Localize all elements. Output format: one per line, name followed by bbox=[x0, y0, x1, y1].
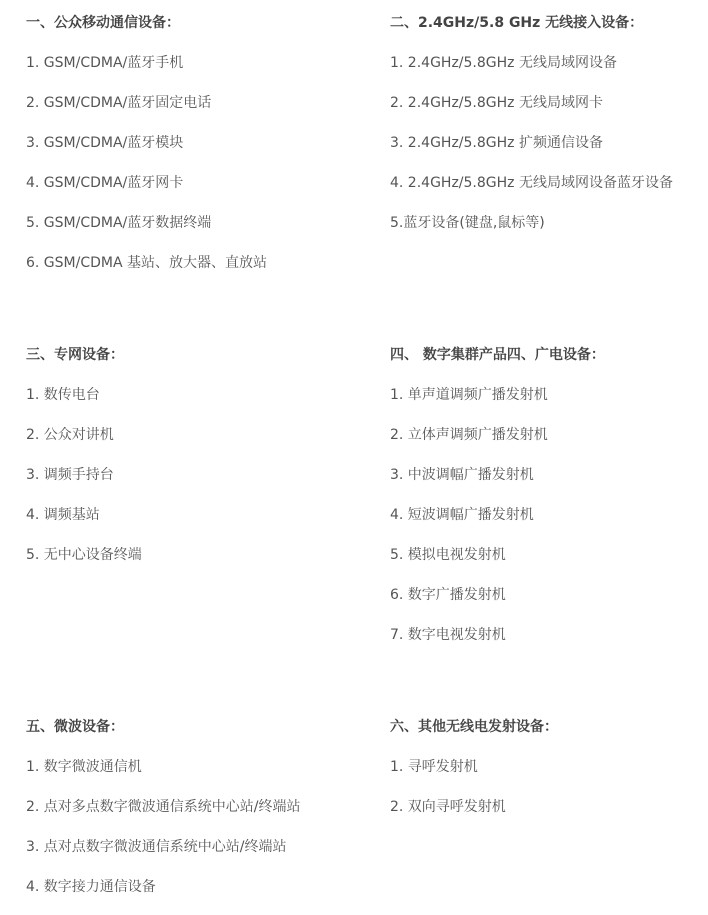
list-item: 1. 单声道调频广播发射机 bbox=[390, 387, 548, 403]
list-item: 7. 数字电视发射机 bbox=[390, 627, 506, 643]
list-item: 5. 模拟电视发射机 bbox=[390, 547, 506, 563]
list-item: 1. 数传电台 bbox=[26, 387, 100, 403]
list-item: 4. 短波调幅广播发射机 bbox=[390, 507, 534, 523]
list-item: 3. 中波调幅广播发射机 bbox=[390, 467, 534, 483]
list-item: 4. GSM/CDMA/蓝牙网卡 bbox=[26, 175, 184, 191]
list-item: 1. 数字微波通信机 bbox=[26, 759, 142, 775]
list-item: 6. 数字广播发射机 bbox=[390, 587, 506, 603]
list-item: 1. 寻呼发射机 bbox=[390, 759, 478, 775]
list-item: 4. 2.4GHz/5.8GHz 无线局域网设备蓝牙设备 bbox=[390, 175, 673, 191]
section-heading: 四、 数字集群产品四、广电设备： bbox=[390, 347, 605, 363]
list-item: 1. 2.4GHz/5.8GHz 无线局域网设备 bbox=[390, 55, 617, 71]
section-heading: 六、其他无线电发射设备： bbox=[390, 719, 558, 735]
list-item: 3. 调频手持台 bbox=[26, 467, 114, 483]
section-heading: 一、公众移动通信设备： bbox=[26, 15, 180, 31]
list-item: 1. GSM/CDMA/蓝牙手机 bbox=[26, 55, 184, 71]
section-heading: 三、专网设备： bbox=[26, 347, 124, 363]
section-other-transmitters bbox=[390, 715, 705, 835]
section-broadcast bbox=[390, 343, 705, 663]
section-private-network bbox=[26, 343, 346, 583]
list-item: 2. GSM/CDMA/蓝牙固定电话 bbox=[26, 95, 212, 111]
section-microwave bbox=[26, 715, 346, 915]
list-item: 3. 点对点数字微波通信系统中心站/终端站 bbox=[26, 839, 287, 855]
list-item: 2. 立体声调频广播发射机 bbox=[390, 427, 548, 443]
list-item: 3. 2.4GHz/5.8GHz 扩频通信设备 bbox=[390, 135, 603, 151]
section-heading: 二、2.4GHz/5.8 GHz 无线接入设备： bbox=[390, 15, 644, 31]
list-item: 4. 数字接力通信设备 bbox=[26, 879, 156, 895]
section-public-mobile bbox=[26, 11, 346, 291]
list-item: 5. GSM/CDMA/蓝牙数据终端 bbox=[26, 215, 212, 231]
list-item: 4. 调频基站 bbox=[26, 507, 100, 523]
list-item: 2. 双向寻呼发射机 bbox=[390, 799, 506, 815]
list-item: 3. GSM/CDMA/蓝牙模块 bbox=[26, 135, 184, 151]
section-wireless-access bbox=[390, 11, 705, 251]
list-item: 5. 无中心设备终端 bbox=[26, 547, 142, 563]
section-heading: 五、微波设备： bbox=[26, 719, 124, 735]
list-item: 2. 2.4GHz/5.8GHz 无线局域网卡 bbox=[390, 95, 603, 111]
list-item: 6. GSM/CDMA 基站、放大器、直放站 bbox=[26, 255, 268, 271]
list-item: 2. 公众对讲机 bbox=[26, 427, 114, 443]
list-item: 2. 点对多点数字微波通信系统中心站/终端站 bbox=[26, 799, 301, 815]
list-item: 5.蓝牙设备(键盘,鼠标等) bbox=[390, 215, 545, 231]
